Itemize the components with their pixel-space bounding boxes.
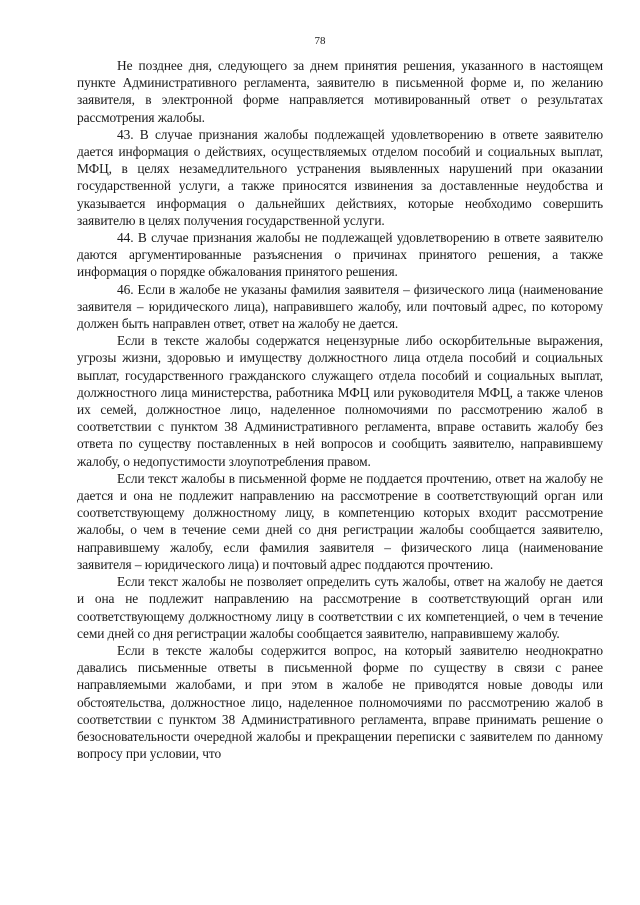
paragraph-unreadable-text: Если текст жалобы в письменной форме не поддается прочтению, ответ на жалобу не дается и она не подлежит направлению на рассмотрение в соответствующий орган или соответствующему должностному лицу, в компетенцию которых входит рассмотрение жалобы, о чем в течение семи дней со дня регистрации жалобы сообщается заявителю, направившему жалобу, если фамилия заявителя – физического лица (наименование заявителя – юридического лица) и почтовый адрес поддаются прочтению.	[77, 470, 603, 572]
paragraph-offensive-language: Если в тексте жалобы содержатся нецензурные либо оскорбительные выражения, угрозы жизни, здоровью и имуществу должностного лица отдела пособий и социальных выплат, государственного гражданского служащего отдела пособий и социальных выплат, должностного лица министерства, работника МФЦ или руководителя МФЦ, а также членов их семей, должностное лицо, наделенное полномочиями по рассмотрению жалоб в соответствии с пунктом 38 Административного регламента, вправе оставить жалобу без ответа по существу поставленных в ней вопросов и сообщить заявителю, направившему жалобу, о недопустимости злоупотребления правом.	[77, 333, 603, 469]
paragraph-response-deadline: Не позднее дня, следующего за днем принятия решения, указанного в настоящем пункте Административного регламента, заявителю в письменной форме и, по желанию заявителя, в электронной форме направляется мотивированный ответ о результатах рассмотрения жалобы.	[77, 58, 603, 125]
paragraph-repeated-question: Если в тексте жалобы содержится вопрос, на который заявителю неоднократно давались письменные ответы в письменной форме по существу в связи с ранее направляемыми жалобами, и при этом в жалобе не приводятся новые доводы или обстоятельства, должностное лицо, наделенное полномочиями по рассмотрению жалоб в соответствии с пунктом 38 Административного регламента, вправе принимать решение о безосновательности очередной жалобы и прекращении переписки с заявителем по данному вопросу при условии, что	[77, 642, 603, 762]
document-body	[77, 57, 603, 762]
paragraph-46-no-applicant-name: 46. Если в жалобе не указаны фамилия заявителя – физического лица (наименование заявителя – юридического лица), направившего жалобу, или почтовый адрес, по которому должен быть направлен ответ, ответ на жалобу не дается.	[77, 281, 603, 332]
paragraph-44-complaint-rejected: 44. В случае признания жалобы не подлежащей удовлетворению в ответе заявителю даются аргументированные разъяснения о причинах принятого решения, а также информация о порядке обжалования принятого решения.	[77, 230, 603, 280]
paragraph-unclear-essence: Если текст жалобы не позволяет определить суть жалобы, ответ на жалобу не дается и она не подлежит направлению на рассмотрение в соответствующий орган или соответствующему должностному лицу в соответствии с их компетенцией, о чем в течение семи дней со дня регистрации жалобы сообщается заявителю, направившему жалобу.	[77, 574, 603, 641]
paragraph-43-complaint-satisfied: 43. В случае признания жалобы подлежащей удовлетворению в ответе заявителю дается информация о действиях, осуществляемых отделом пособий и социальных выплат, МФЦ, в целях незамедлительного устранения выявленных нарушений при оказании государственной услуги, а также приносятся извинения за доставленные неудобства и указывается информация о дальнейших действиях, которые необходимо совершить заявителю в целях получения государственной услуги.	[77, 126, 603, 228]
page-number: 78	[314, 35, 326, 47]
